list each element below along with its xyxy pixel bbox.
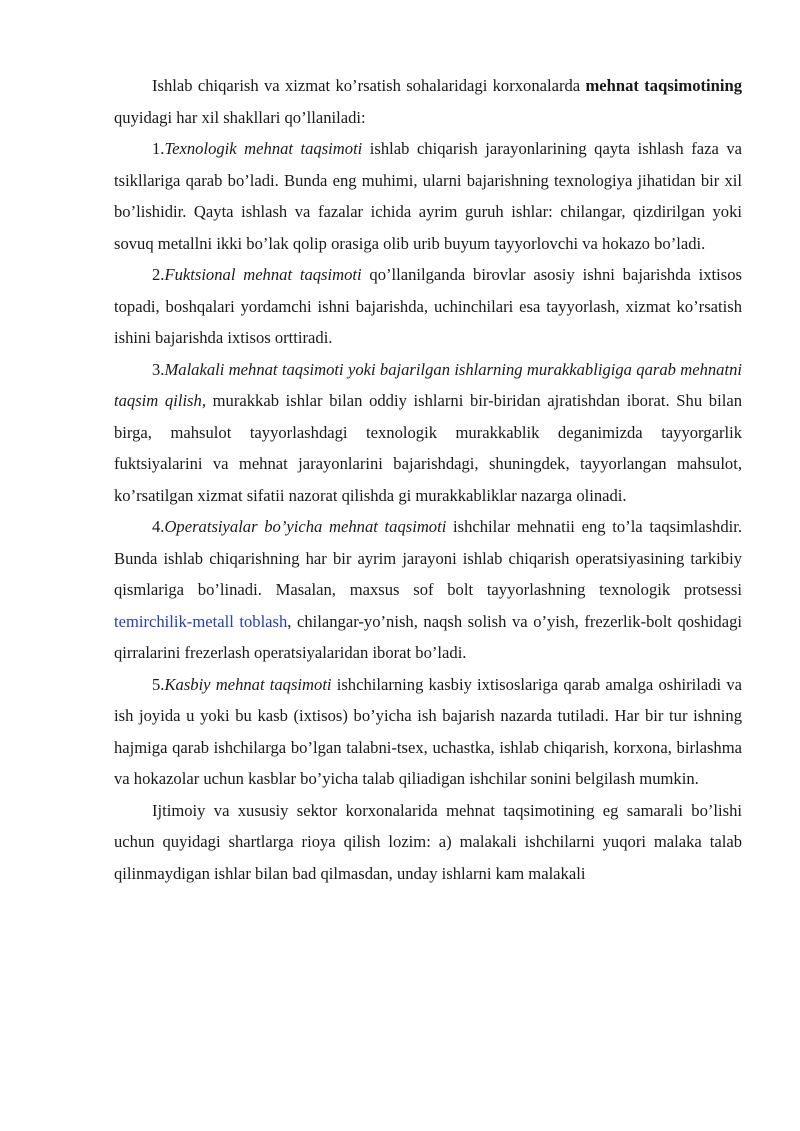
italic-term: Operatsiyalar bo’yicha mehnat taqsimoti bbox=[164, 517, 447, 536]
hyperlink-text[interactable]: temirchilik-metall toblash bbox=[114, 611, 288, 631]
paragraph-5: 5.Kasbiy mehnat taqsimoti ishchilarning kasbiy ixtisoslariga qarab amalga oshiriladi va ish joyida u yoki bu kasb (ixtisos) bo’yicha ish bajarish nazarda tutiladi. Har bir tur ishning hajmiga qarab ishchilarga bo’lgan talabni-tsex, uchastka, ishlab chiqarish, korxona, birlashma va hokazolar uchun kasblar bo’yicha talab qiliadigan ishchilar sonini belgilash mumkin. bbox=[114, 674, 743, 788]
paragraph-2: 2.Fuktsional mehnat taqsimoti qo’llanilganda birovlar asosiy ishni bajarishda ixtisos topadi, boshqalari yordamchi ishni bajarishda, uchinchilari esa tayyorlash, xizmat ko’rsatish ishini bajarishda ixtisos orttiradi. bbox=[114, 265, 742, 347]
paragraph-1: 1.Texnologik mehnat taqsimoti ishlab chiqarish jarayonlarining qayta ishlash faza va tsikllariga qarab bo’ladi. Bunda eng muhimi, ularni bajarishning texnologiya jihatidan bir xil bo’lishidir. Qayta ishlash va fazalar ichida ayrim guruh ishlar: chilangar, qizdirilgan yoki sovuq metallni ikki bo’lak qolip orasiga olib urib buyum tayyorlovchi va hokazo bo’ladi. bbox=[114, 139, 742, 253]
italic-term: Texnologik mehnat taqsimoti bbox=[164, 139, 363, 158]
bold-term: mehnat taqsimotining bbox=[585, 76, 743, 95]
document-page bbox=[114, 70, 742, 889]
paragraph-6: Ijtimoiy va xususiy sektor korxonalarida mehnat taqsimotining eg samarali bo’lishi uchun quyidagi shartlarga rioya qilish lozim: a) malakali ishchilarni yuqori malaka talab qilinmaydigan ishlar bilan bad qilmasdan, unday ishlarni kam malakali bbox=[114, 800, 742, 883]
paragraph-4: 4.Operatsiyalar bo’yicha mehnat taqsimoti ishchilar mehnatii eng to’la taqsimlashdir. Bunda ishlab chiqarishning har bir ayrim jarayoni ishlab chiqarish operatsiyasining tarkibiy qismlariga bo’linadi. Masalan, maxsus sof bolt tayyorlashning texnologik protsessi temirchilik-metall toblash, chilangar-yo’nish, naqsh solish va o’yish, frezerlik-bolt qoshidagi qirralarini frezerlash operatsiyalaridan iborat bo’ladi. bbox=[114, 517, 743, 662]
paragraph-3: 3.Malakali mehnat taqsimoti yoki bajarilgan ishlarning murakkabligiga qarab mehnatni taqsim qilish, murakkab ishlar bilan oddiy ishlarni bir-biridan ajratishdan iborat. Shu bilan birga, mahsulot tayyorlashdagi texnologik murakkablik deganimizda tayyorgarlik fuktsiyalarini va mehnat jarayonlarini bajarishdagi, shuningdek, tayyorlangan mahsulot, ko’rsatilgan xizmat sifatii nazorat qilishda gi murakkabliklar nazarga olinadi. bbox=[114, 359, 742, 505]
italic-term: Fuktsional mehnat taqsimoti bbox=[164, 265, 362, 284]
italic-term: Malakali mehnat taqsimoti yoki bajarilgan ishlarning murakkabligiga qarab mehnatni taqsim qilish, bbox=[114, 359, 742, 410]
italic-term: Kasbiy mehnat taqsimoti bbox=[164, 674, 332, 694]
intro-paragraph: Ishlab chiqarish va xizmat ko’rsatish sohalaridagi korxonalarda mehnat taqsimotining quyidagi har xil shakllari qo’llaniladi: bbox=[114, 76, 743, 127]
